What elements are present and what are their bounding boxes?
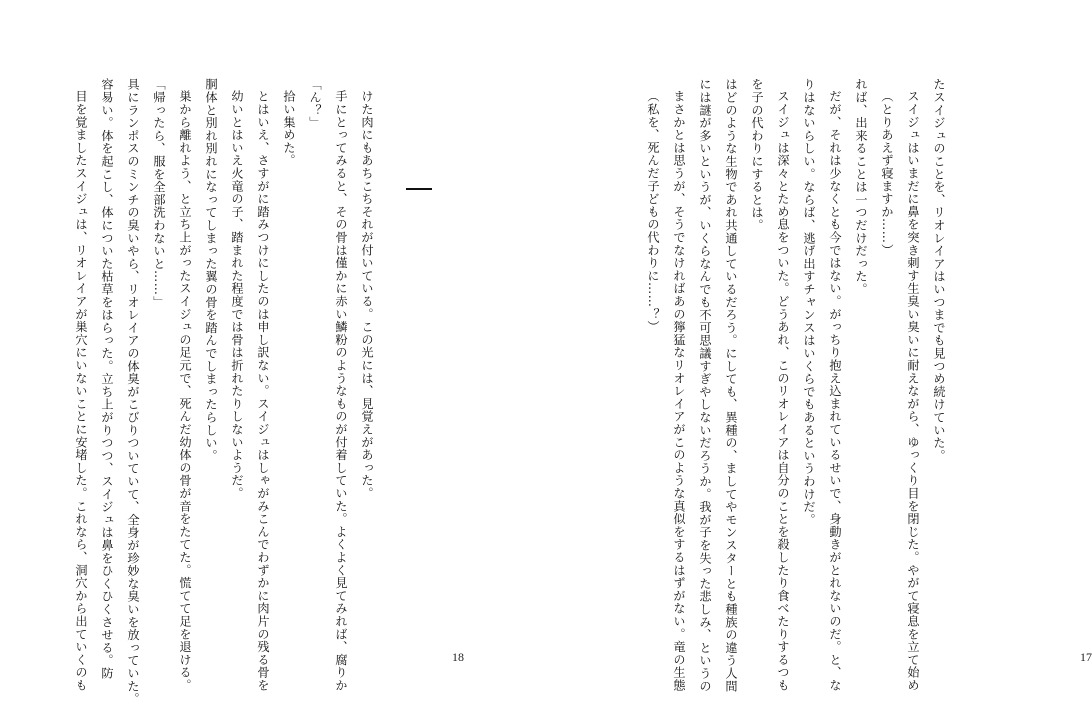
- text-line: まさかとは思うが、そうでなければあの獰猛なリオレイアがこのような真似をするはずがない。竜の生態: [672, 90, 686, 692]
- text-line: りはないらしい。ならば、逃げ出すチャンスはいくらでもあるというわけだ。: [802, 78, 816, 526]
- right-page: [512, 0, 1092, 723]
- text-line: 「ん？」: [308, 78, 322, 130]
- text-line: だが、それは少なくとも今ではない。がっちり抱え込まれているせいで、身動きがとれないのだ。と、な: [828, 90, 842, 692]
- text-line: 幼いとはいえ火竜の子、踏まれた程度では骨は折れたりしないようだ。: [230, 90, 244, 500]
- text-line: （とりあえず寝ますか……）: [880, 90, 894, 257]
- text-line: 「帰ったら、服を全部洗わないと……」: [152, 78, 166, 309]
- text-line: はどのような生物であれ共通しているだろう。にしても、異種の、ましてやモンスターとも種族の違う人間: [724, 78, 738, 693]
- chapter-title-mark: [406, 188, 432, 190]
- text-line: を子の代わりにするとは。: [750, 78, 764, 232]
- text-line: けた肉にもあちこちそれが付いている。この光には、見覚えがあった。: [360, 90, 374, 500]
- text-line: 拾い集めた。: [282, 90, 296, 167]
- chapter-title: [406, 170, 432, 210]
- text-line: れば、出来ることは一つだけだった。: [854, 78, 868, 296]
- left-page: [0, 0, 512, 723]
- text-line: には謎が多いというが、いくらなんでも不可思議すぎやしないだろうか。我が子を失った悲しみ、というの: [698, 78, 712, 693]
- page-number-18: 18: [452, 650, 464, 664]
- text-line: 具にランポスのミンチの臭いやら、リオレイアの体臭がこびりついていて、全身が珍妙な臭いを放っていた。: [126, 78, 140, 706]
- text-line: スイジュはいまだに鼻を突き刺す生臭い臭いに耐えながら、ゆっくり目を閉じた。やがて寝息を立て始め: [906, 90, 920, 692]
- text-line: とはいえ、さすがに踏みつけにしたのは申し訳ない。スイジュはしゃがみこんでわずかに肉片の残る骨を: [256, 90, 270, 692]
- text-line: 胴体と別れ別れになってしまった翼の骨を踏んでしまったらしい。: [204, 78, 218, 462]
- text-line: スイジュは深々とため息をついた。どうあれ、このリオレイアは自分のことを殺したり食べたりするつも: [776, 90, 790, 692]
- text-line: （私を、死んだ子どもの代わりに……？）: [646, 90, 660, 334]
- right-page-text: [646, 78, 952, 693]
- text-line: 容易い。体を起こし、体についた枯草をはらった。立ち上がりつつ、スイジュは鼻をひくひくさせる。防: [100, 78, 114, 680]
- text-line: 巣から離れよう、と立ち上がったスイジュの足元で、死んだ幼体の骨が音をたてた。慌てて足を退ける。: [178, 90, 192, 692]
- left-page-text: [74, 78, 380, 706]
- text-line: 手にとってみると、その骨は僅かに赤い鱗粉のようなものが付着していた。よくよく見てみれば、腐りか: [334, 90, 348, 692]
- page-number-17: 17: [1080, 650, 1092, 664]
- text-line: 目を覚ましたスイジュは、リオレイアが巣穴にいないことに安堵した。これなら、洞穴から出ていくのも: [74, 90, 88, 692]
- text-line: たスイジュのことを、リオレイアはいつまでも見つめ続けていた。: [932, 78, 946, 462]
